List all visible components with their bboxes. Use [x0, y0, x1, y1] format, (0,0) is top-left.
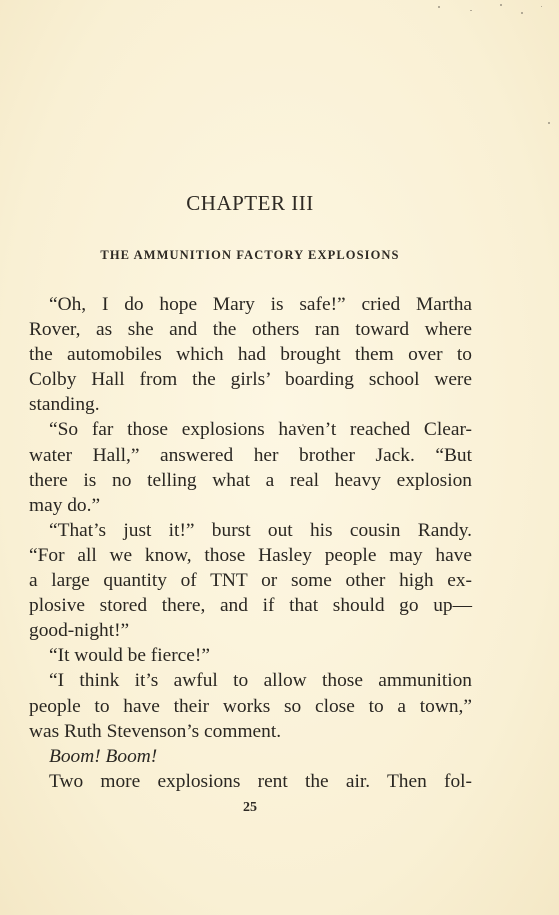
- chapter-heading: CHAPTER III: [186, 191, 314, 215]
- text-line: Colby Hall from the girls’ boarding school were: [29, 369, 472, 391]
- text-line: people to have their works so close to a town,”: [29, 695, 472, 717]
- print-speck: [521, 12, 523, 14]
- text-line: standing.: [29, 394, 100, 416]
- chapter-title: THE AMMUNITION FACTORY EXPLOSIONS: [100, 248, 400, 262]
- text-line: Boom! Boom!: [49, 745, 158, 767]
- text-line: water Hall,” answered her brother Jack. “But: [29, 444, 472, 466]
- print-speck: [548, 122, 550, 124]
- text-line: “For all we know, those Hasley people may have: [29, 544, 472, 566]
- text-line: “That’s just it!” burst out his cousin Randy.: [49, 519, 472, 541]
- text-line: plosive stored there, and if that should go up—: [29, 595, 472, 617]
- text-line: good-night!”: [29, 620, 130, 642]
- text-line: “Oh, I do hope Mary is safe!” cried Martha: [49, 294, 472, 315]
- text-line: “I think it’s awful to allow those ammunition: [49, 670, 472, 692]
- text-line: the automobiles which had brought them over to: [29, 344, 472, 366]
- print-speck: [438, 6, 440, 8]
- print-speck: [541, 6, 542, 7]
- text-line: “It would be fierce!”: [49, 645, 210, 667]
- print-speck: [500, 4, 502, 6]
- body-text: [29, 292, 472, 794]
- text-line: “So far those explosions haven’t reached Clear-: [49, 419, 472, 441]
- text-line: Two more explosions rent the air. Then fol-: [49, 770, 472, 792]
- page-number: 25: [243, 800, 257, 815]
- print-speck: [470, 10, 472, 11]
- text-line: Rover, as she and the others ran toward where: [29, 319, 472, 341]
- text-line: there is no telling what a real heavy explosion: [29, 469, 472, 491]
- text-line: a large quantity of TNT or some other high ex-: [29, 570, 472, 592]
- text-line: was Ruth Stevenson’s comment.: [29, 720, 282, 742]
- text-line: may do.”: [29, 494, 101, 516]
